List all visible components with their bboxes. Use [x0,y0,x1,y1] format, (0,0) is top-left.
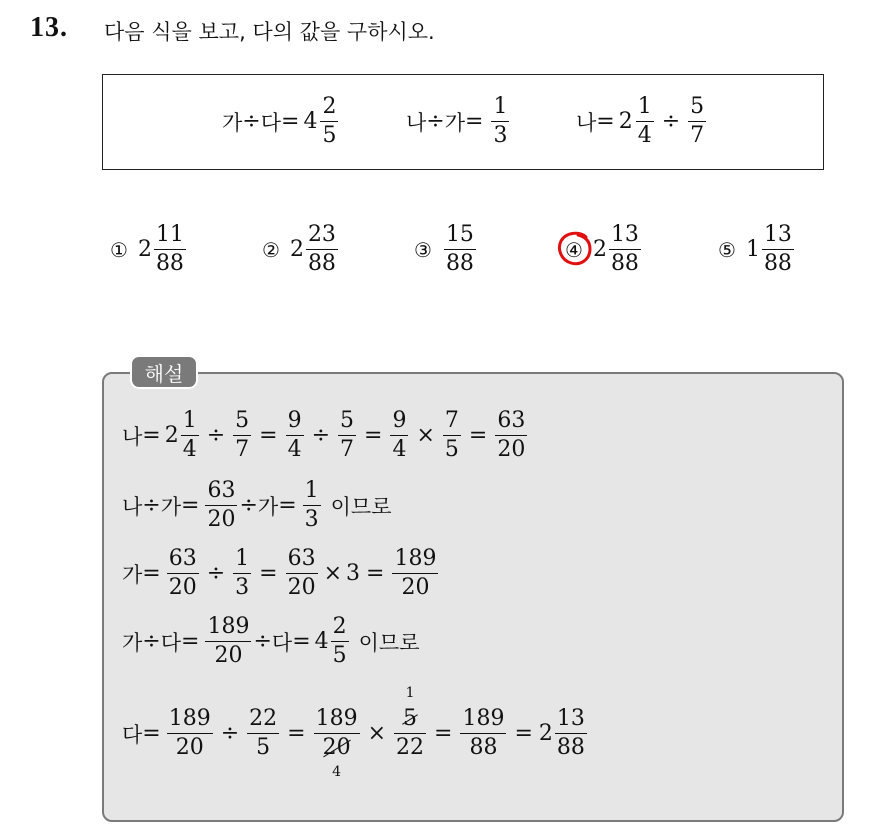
fraction [306,224,338,275]
div-sign: ÷ [242,109,261,134]
fraction: $\frac{189}{20}$ [394,546,437,600]
div-sign: ÷ [206,561,226,586]
denominator: 5 [322,123,337,148]
solution-line-5 [122,685,589,780]
var-ga: 가 [222,110,243,135]
var-ga: 가 [160,494,182,519]
given-expr-3 [576,96,708,147]
choice-mark: ① [110,237,128,262]
choice-mark: ⑤ [718,237,736,262]
fraction [609,224,641,275]
question-number: 13. [30,12,68,43]
fraction: $\frac{5}{7}$ [235,408,250,462]
numerator: 5 [690,94,705,119]
equals-sign: = [287,721,306,746]
choice-2[interactable] [262,224,340,275]
whole-number: 2 [618,109,633,134]
whole-number: 2 [137,237,152,262]
fraction-cancelled-numerator: 1 5 22 [396,685,425,760]
fraction: $\frac{63}{20}$ [497,408,526,462]
times-sign: × [416,423,435,448]
equals-sign: = [434,721,453,746]
solution-line-2 [122,480,392,531]
fraction: $\frac{63}{20}$ [207,478,236,532]
fraction: $\frac{1}{3}$ [235,546,250,600]
whole-number: 2 [289,237,304,262]
var-na: 나 [576,110,597,135]
imeuro-text: 이므로 [330,494,392,519]
given-expr-1 [222,96,340,147]
times-sign: × [367,721,387,746]
fraction: $\frac{5}{7}$ [340,408,355,462]
div-sign: ÷ [142,629,161,654]
question-text: 다음 식을 보고, 다의 값을 구하시오. [104,20,435,44]
numerator: 11 [155,222,184,247]
solution-line-3 [122,548,440,599]
whole-number: 2 [164,423,179,448]
answer-circle-icon [556,229,594,267]
denominator: 4 [637,123,652,148]
equals-sign: = [364,423,383,448]
whole-number: 2 [592,237,607,262]
whole-number: 1 [745,237,760,262]
var-ga: 가 [122,630,143,655]
var-ga: 가 [257,494,279,519]
equals-sign: = [142,561,161,586]
fraction: $\frac{1}{3}$ [304,478,319,532]
fraction [320,96,338,147]
cancel-note: 1 [405,685,415,701]
fraction: $\frac{189}{20}$ [168,706,211,760]
equals-sign: = [278,493,297,518]
given-expr-2 [406,96,511,147]
numerator: 13 [610,222,639,247]
equals-sign: = [281,109,300,134]
choice-mark: ② [262,237,280,262]
solution-line-1 [122,410,529,461]
equals-sign: = [259,423,278,448]
equals-sign: = [259,561,278,586]
imeuro-text: 이므로 [358,630,420,655]
equals-sign: = [514,721,533,746]
div-sign: ÷ [142,493,161,518]
cancelled-denominator: 20 [322,735,351,760]
fraction: $\frac{9}{4}$ [287,408,302,462]
fraction: $\frac{13}{88}$ [556,706,585,760]
fraction-cancelled-denominator: 189 20 4 [315,706,358,780]
denominator: 88 [155,251,184,276]
var-da: 다 [271,630,293,655]
numerator: 1 [493,94,508,119]
equals-sign: = [142,721,161,746]
fraction: $\frac{7}{5}$ [444,408,459,462]
div-sign: ÷ [426,109,445,134]
cancelled-numerator: 5 [403,706,418,731]
var-ga: 가 [444,110,466,135]
equals-sign: = [181,629,200,654]
var-da: 다 [160,630,182,655]
choice-mark: ④ [565,237,583,262]
denominator: 7 [690,123,705,148]
numerator: 1 [637,94,652,119]
choice-5[interactable] [718,224,796,275]
fraction [444,224,476,275]
fraction: $\frac{1}{4}$ [182,408,197,462]
fraction [762,224,794,275]
fraction: $\frac{9}{4}$ [392,408,407,462]
fraction: $\frac{22}{5}$ [249,706,278,760]
numerator: 2 [322,94,337,119]
denominator: 88 [610,251,639,276]
denominator: 3 [493,123,508,148]
whole-number: 2 [538,721,553,746]
var-da: 다 [122,722,143,747]
numerator: 13 [763,222,792,247]
denominator: 88 [445,251,474,276]
div-sign: ÷ [220,721,240,746]
div-sign: ÷ [661,109,681,134]
fraction: $\frac{63}{20}$ [168,546,197,600]
denominator: 88 [307,251,336,276]
div-sign: ÷ [239,493,258,518]
whole-number: 4 [303,109,318,134]
cancel-note: 4 [332,764,342,780]
numerator: 15 [445,222,474,247]
equals-sign: = [465,109,484,134]
choice-mark: ③ [414,237,432,262]
var-da: 다 [260,110,282,135]
fraction [636,96,654,147]
var-na: 나 [406,110,427,135]
div-sign: ÷ [311,423,331,448]
whole-number: 4 [314,629,329,654]
equals-sign: = [292,629,311,654]
equals-sign: = [596,109,615,134]
fraction: $\frac{189}{20}$ [207,614,250,668]
solution-line-4 [122,616,420,667]
equals-sign: = [181,493,200,518]
fraction: $\frac{63}{20}$ [287,546,316,600]
var-na: 나 [122,424,143,449]
div-sign: ÷ [253,629,272,654]
equals-sign: = [366,561,385,586]
choice-1[interactable] [110,224,188,275]
fraction: $\frac{189}{88}$ [462,706,505,760]
fraction [154,224,186,275]
var-na: 나 [122,494,143,519]
div-sign: ÷ [206,423,226,448]
var-ga: 가 [122,562,143,587]
equals-sign: = [468,423,488,448]
solution-tag: 해설 [130,355,198,389]
numerator: 23 [307,222,336,247]
fraction [491,96,509,147]
equals-sign: = [142,423,161,448]
fraction: $\frac{2}{5}$ [332,614,347,668]
multiplier: 3 [346,561,361,586]
fraction [688,96,706,147]
times-sign: × [323,561,343,586]
choice-3[interactable] [414,224,478,275]
denominator: 88 [763,251,792,276]
